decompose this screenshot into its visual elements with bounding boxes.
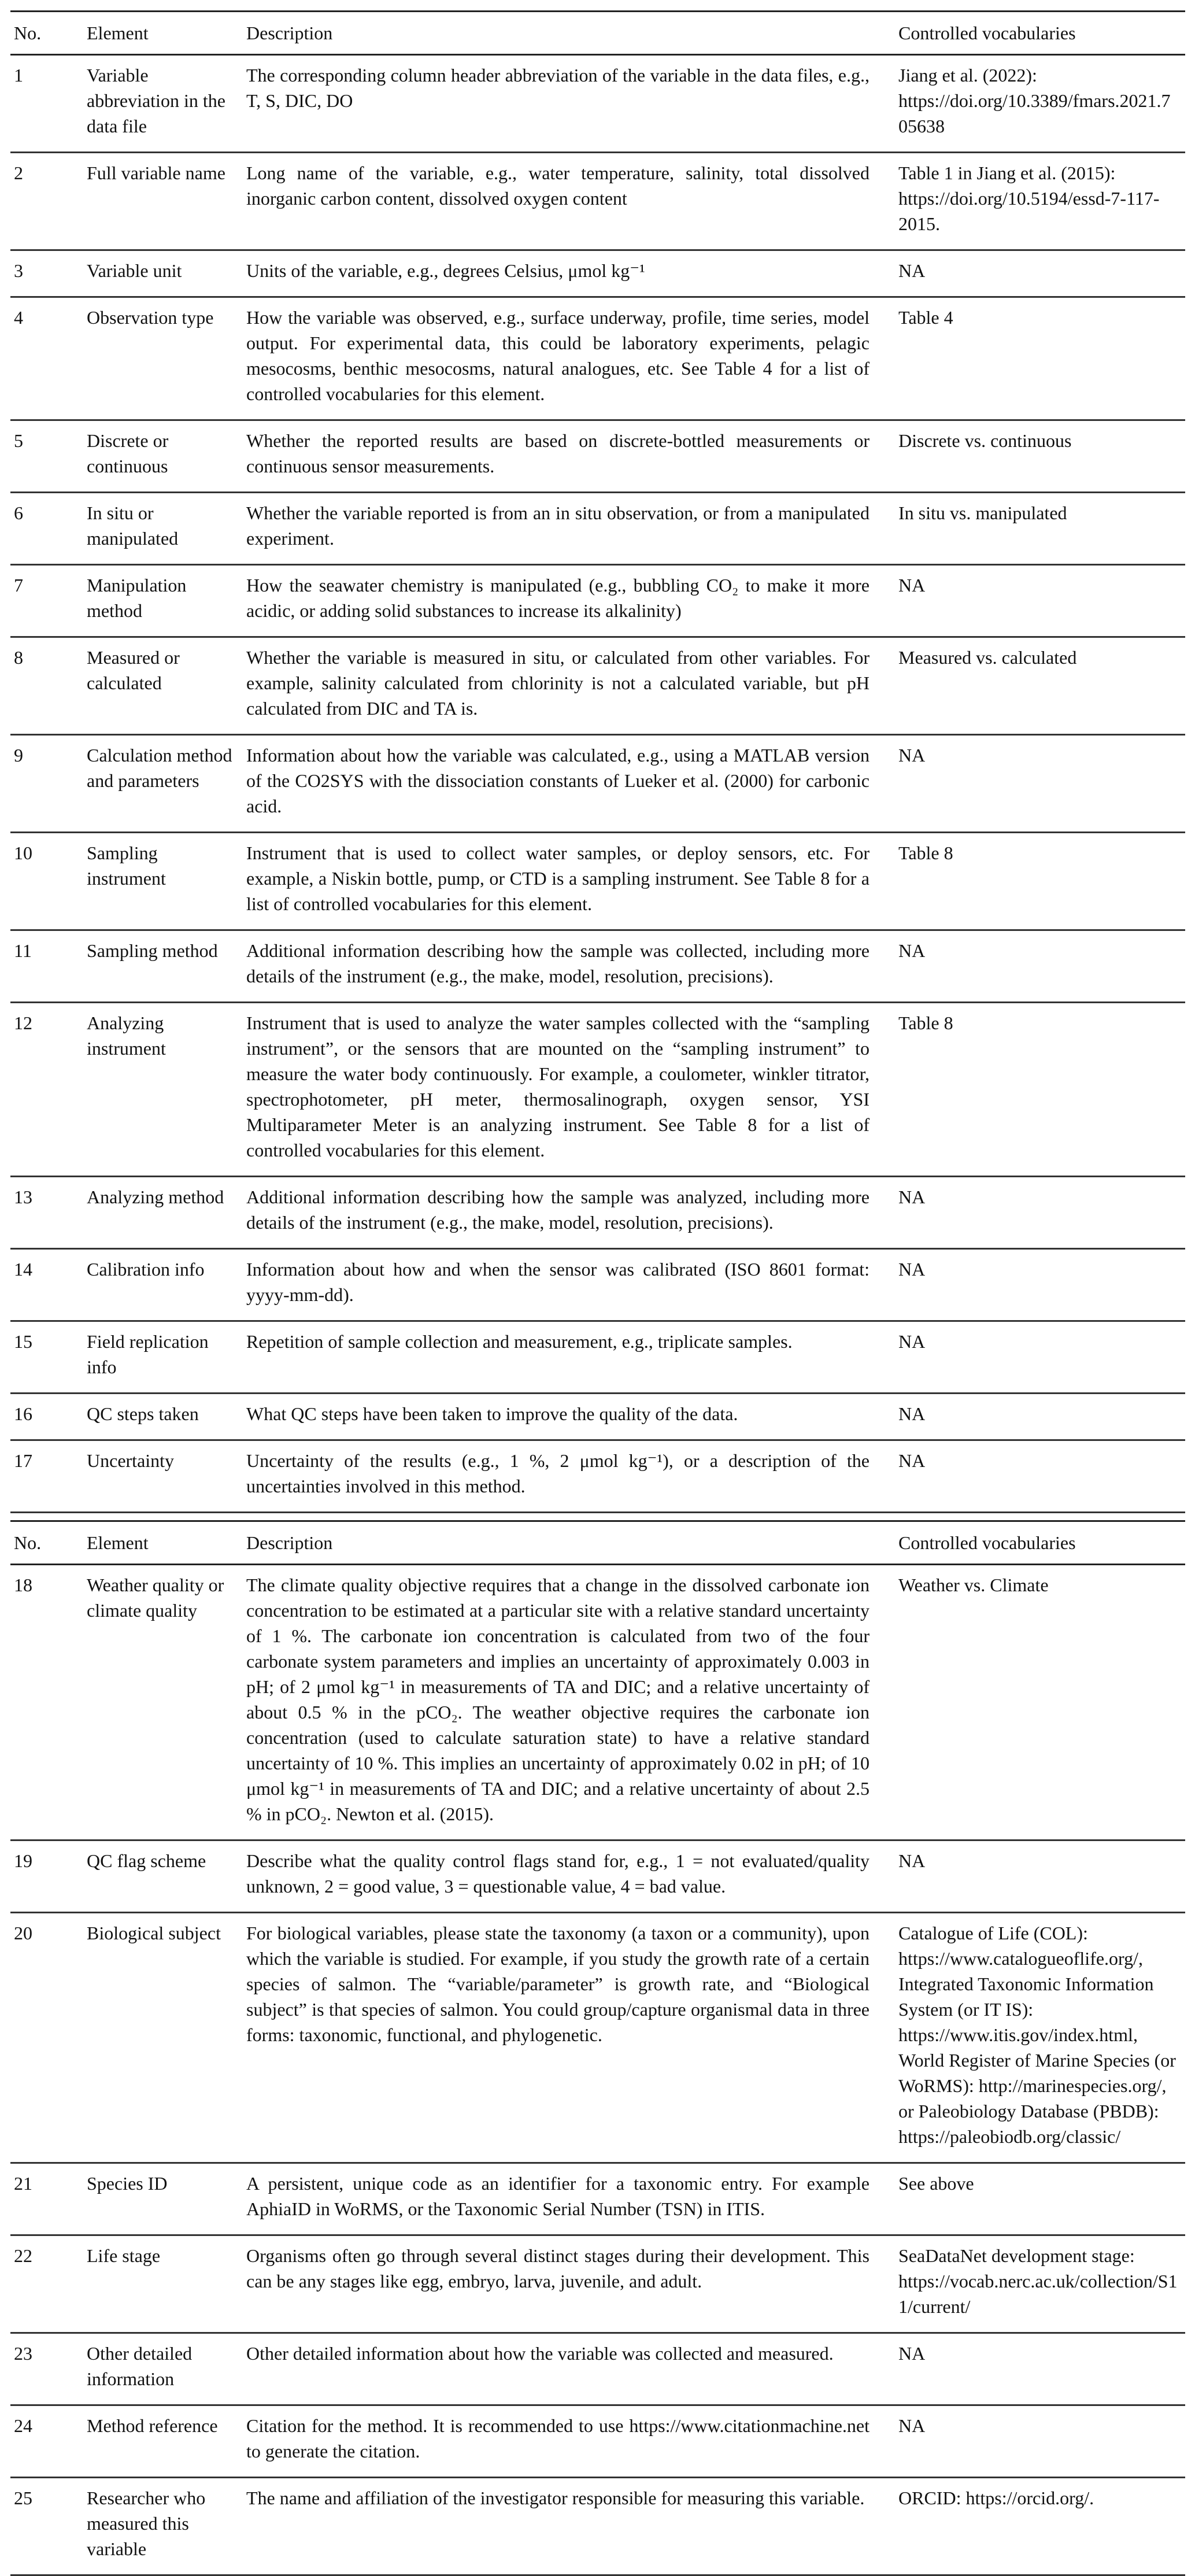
row-number: 18 <box>14 1575 32 1595</box>
row-controlled-vocabulary: In situ vs. manipulated <box>898 502 1067 523</box>
row-element: Sampling method <box>87 940 218 961</box>
row-number: 22 <box>14 2245 32 2266</box>
row-controlled-vocabulary: NA <box>898 1187 926 1207</box>
row-controlled-vocabulary: Table 8 <box>898 842 953 863</box>
row-element: Full variable name <box>87 162 225 183</box>
row-controlled-vocabulary: NA <box>898 745 926 766</box>
row-controlled-vocabulary: Table 1 in Jiang et al. (2015): https://doi.org/10.5194/essd-7-117-2015. <box>898 162 1160 234</box>
row-controlled-vocabulary: NA <box>898 2415 926 2436</box>
row-controlled-vocabulary: NA <box>898 260 926 281</box>
row-element: Observation type <box>87 307 214 328</box>
row-element: Analyzing instrument <box>87 1012 166 1059</box>
row-number: 11 <box>14 940 32 961</box>
table-row <box>10 1913 1185 2163</box>
row-element: QC steps taken <box>87 1403 199 1424</box>
row-element: Discrete or continuous <box>87 430 169 476</box>
table-row <box>10 930 1185 1003</box>
table-row <box>10 1177 1185 1249</box>
header-element: Element <box>87 1532 149 1553</box>
row-controlled-vocabulary: SeaDataNet development stage: https://vocab.nerc.ac.uk/collection/S11/current/ <box>898 2245 1178 2317</box>
table-body-part-1 <box>10 55 1185 1513</box>
header-no: No. <box>14 23 42 43</box>
row-number: 4 <box>14 307 23 328</box>
row-description: Additional information describing how the sample was collected, including more details of the instrument (e.g., the make, model, resolution, precisions). <box>246 940 870 986</box>
row-controlled-vocabulary: Table 8 <box>898 1012 953 1033</box>
table-row <box>10 2405 1185 2478</box>
table-row <box>10 2478 1185 2575</box>
row-controlled-vocabulary: ORCID: https://orcid.org/. <box>898 2488 1094 2508</box>
row-number: 6 <box>14 502 23 523</box>
table-row <box>10 1394 1185 1440</box>
row-number: 13 <box>14 1187 32 1207</box>
table-row <box>10 420 1185 493</box>
header-controlled-vocabularies: Controlled vocabularies <box>898 1532 1076 1553</box>
row-description: Uncertainty of the results (e.g., 1 %, 2 μmol kg⁻¹), or a description of the uncertainties involved in this method. <box>246 1450 870 1496</box>
row-number: 12 <box>14 1012 32 1033</box>
row-number: 17 <box>14 1450 32 1471</box>
row-controlled-vocabulary: Measured vs. calculated <box>898 647 1077 668</box>
table-row <box>10 735 1185 833</box>
header-description: Description <box>246 23 333 43</box>
row-description: Long name of the variable, e.g., water temperature, salinity, total dissolved inorganic carbon content, dissolved oxygen content <box>246 162 870 209</box>
row-controlled-vocabulary: NA <box>898 2343 926 2364</box>
table-row <box>10 1321 1185 1394</box>
row-number: 19 <box>14 1850 32 1871</box>
row-description: Information about how and when the sensor was calibrated (ISO 8601 format: yyyy-mm-dd). <box>246 1259 870 1305</box>
row-controlled-vocabulary: Jiang et al. (2022): https://doi.org/10.3389/fmars.2021.705638 <box>898 65 1171 136</box>
header-element: Element <box>87 23 149 43</box>
row-description: Organisms often go through several distinct stages during their development. This can be any stages like egg, embryo, larva, juvenile, and adult. <box>246 2245 870 2292</box>
row-description: Repetition of sample collection and measurement, e.g., triplicate samples. <box>246 1331 793 1352</box>
row-element: Variable unit <box>87 260 182 281</box>
table-header-row <box>10 1521 1185 1565</box>
row-element: Life stage <box>87 2245 161 2266</box>
row-element: Field replication info <box>87 1331 209 1377</box>
table-row <box>10 1565 1185 1840</box>
row-number: 7 <box>14 575 23 596</box>
row-description: Whether the variable reported is from an in situ observation, or from a manipulated experiment. <box>246 502 870 549</box>
row-description: Other detailed information about how the variable was collected and measured. <box>246 2343 834 2364</box>
row-number: 16 <box>14 1403 32 1424</box>
header-description: Description <box>246 1532 333 1553</box>
row-description: How the seawater chemistry is manipulated (e.g., bubbling CO₂ to make it more acidic, or adding solid substances to increase its alkalinity) <box>246 575 870 621</box>
row-description: Additional information describing how the sample was analyzed, including more details of the instrument (e.g., the make, model, resolution, precisions). <box>246 1187 870 1233</box>
row-element: Analyzing method <box>87 1187 224 1207</box>
row-controlled-vocabulary: NA <box>898 940 926 961</box>
row-description: A persistent, unique code as an identifier for a taxonomic entry. For example AphiaID in WoRMS, or the Taxonomic Serial Number (TSN) in ITIS. <box>246 2173 870 2219</box>
table-row <box>10 565 1185 637</box>
table-row <box>10 153 1185 250</box>
row-element: Weather quality or climate quality <box>87 1575 224 1621</box>
table-body-part-2 <box>10 1565 1185 2575</box>
row-element: Method reference <box>87 2415 218 2436</box>
table-continuation-gap <box>10 1513 1185 1520</box>
row-element: Sampling instrument <box>87 842 166 889</box>
row-description: Describe what the quality control flags stand for, e.g., 1 = not evaluated/quality unknown, 2 = good value, 3 = questionable value, 4 = bad value. <box>246 1850 870 1897</box>
row-element: Researcher who measured this variable <box>87 2488 206 2559</box>
row-number: 14 <box>14 1259 32 1280</box>
table-row <box>10 1249 1185 1321</box>
table-row <box>10 250 1185 297</box>
row-controlled-vocabulary: Catalogue of Life (COL): https://www.catalogueoflife.org/, Integrated Taxonomic Information System (or IT IS): https://www.itis.gov/index.html, World Register of Marine Species (or WoRMS): http://marinespecies.org/, or Paleobiology Database (PBDB): https://paleobiodb.org/classic/ <box>898 1923 1176 2147</box>
metadata-elements-table-page <box>10 10 1185 2576</box>
table-row <box>10 2163 1185 2235</box>
row-controlled-vocabulary: NA <box>898 575 926 596</box>
table-row <box>10 1440 1185 1513</box>
row-element: Other detailed information <box>87 2343 193 2389</box>
row-element: Calibration info <box>87 1259 205 1280</box>
table-header-row <box>10 12 1185 55</box>
row-element: QC flag scheme <box>87 1850 206 1871</box>
row-description: Citation for the method. It is recommended to use https://www.citationmachine.net to generate the citation. <box>246 2415 870 2462</box>
row-description: How the variable was observed, e.g., surface underway, profile, time series, model output. For experimental data, this could be laboratory experiments, pelagic mesocosms, benthic mesocosms, natural analogues, etc. See Table 4 for a list of controlled vocabularies for this element. <box>246 307 870 404</box>
row-controlled-vocabulary: Discrete vs. continuous <box>898 430 1072 451</box>
row-number: 21 <box>14 2173 32 2194</box>
table-row <box>10 493 1185 565</box>
header-controlled-vocabularies: Controlled vocabularies <box>898 23 1076 43</box>
table-row <box>10 637 1185 735</box>
table-row <box>10 2333 1185 2405</box>
row-number: 24 <box>14 2415 32 2436</box>
row-controlled-vocabulary: NA <box>898 1403 926 1424</box>
row-description: Instrument that is used to analyze the water samples collected with the “sampling instrument”, or the sensors that are mounted on the “sampling instrument” to measure the water body continuously. For example, a coulometer, winkler titrator, spectrophotometer, pH meter, thermosalinograph, oxygen sensor, YSI Multiparameter Meter is an analyzing instrument. See Table 8 for a list of controlled vocabularies for this element. <box>246 1012 870 1161</box>
row-number: 25 <box>14 2488 32 2508</box>
metadata-table-part-2 <box>10 1520 1185 2576</box>
row-controlled-vocabulary: See above <box>898 2173 974 2194</box>
metadata-table-part-1 <box>10 10 1185 1513</box>
row-element: Manipulation method <box>87 575 187 621</box>
row-number: 5 <box>14 430 23 451</box>
row-description: Instrument that is used to collect water samples, or deploy sensors, etc. For example, a Niskin bottle, pump, or CTD is a sampling instrument. See Table 8 for a list of controlled vocabularies for this element. <box>246 842 870 914</box>
table-row <box>10 55 1185 153</box>
row-controlled-vocabulary: NA <box>898 1259 926 1280</box>
row-description: The climate quality objective requires that a change in the dissolved carbonate ion concentration to be estimated at a particular site with a relative standard uncertainty of 1 %. The carbonate ion concentration is calculated from two of the four carbonate system parameters and implies an uncertainty of approximately 0.003 in pH; of 2 μmol kg⁻¹ in measurements of TA and DIC; and a relative uncertainty of about 0.5 % in the pCO₂. The weather objective requires the carbonate ion concentration (used to calculate saturation state) to have a relative standard uncertainty of 10 %. This implies an uncertainty of approximately 0.02 in pH; of 10 μmol kg⁻¹ in measurements of TA and DIC; and a relative uncertainty of about 2.5 % in pCO₂. Newton et al. (2015). <box>246 1575 870 1824</box>
row-number: 2 <box>14 162 23 183</box>
row-number: 8 <box>14 647 23 668</box>
header-no: No. <box>14 1532 42 1553</box>
row-element: Variable abbreviation in the data file <box>87 65 225 136</box>
row-element: Measured or calculated <box>87 647 180 693</box>
table-row <box>10 2235 1185 2333</box>
row-number: 15 <box>14 1331 32 1352</box>
row-element: Uncertainty <box>87 1450 175 1471</box>
table-row <box>10 833 1185 930</box>
row-description: Whether the reported results are based on discrete-bottled measurements or continuous sensor measurements. <box>246 430 870 476</box>
table-row <box>10 297 1185 420</box>
row-description: Units of the variable, e.g., degrees Celsius, μmol kg⁻¹ <box>246 260 645 281</box>
row-controlled-vocabulary: Table 4 <box>898 307 953 328</box>
row-number: 3 <box>14 260 23 281</box>
row-controlled-vocabulary: Weather vs. Climate <box>898 1575 1049 1595</box>
row-number: 9 <box>14 745 23 766</box>
table-row <box>10 1003 1185 1177</box>
row-description: Whether the variable is measured in situ, or calculated from other variables. For example, salinity calculated from chlorinity is not a calculated variable, but pH calculated from DIC and TA is. <box>246 647 870 719</box>
row-number: 23 <box>14 2343 32 2364</box>
row-description: What QC steps have been taken to improve the quality of the data. <box>246 1403 738 1424</box>
row-element: Calculation method and parameters <box>87 745 232 791</box>
row-description: For biological variables, please state the taxonomy (a taxon or a community), upon which the variable is studied. For example, if you study the growth rate of a certain species of salmon. The “variable/parameter” is growth rate, and “Biological subject” is that species of salmon. You could group/capture organismal data in three forms: taxonomic, functional, and phylogenetic. <box>246 1923 870 2045</box>
row-element: In situ or manipulated <box>87 502 179 549</box>
row-description: The name and affiliation of the investigator responsible for measuring this variable. <box>246 2488 865 2508</box>
row-number: 20 <box>14 1923 32 1943</box>
row-description: The corresponding column header abbreviation of the variable in the data files, e.g., T, S, DIC, DO <box>246 65 870 111</box>
row-element: Species ID <box>87 2173 168 2194</box>
row-controlled-vocabulary: NA <box>898 1850 926 1871</box>
row-controlled-vocabulary: NA <box>898 1331 926 1352</box>
table-row <box>10 1840 1185 1913</box>
row-number: 10 <box>14 842 32 863</box>
row-description: Information about how the variable was calculated, e.g., using a MATLAB version of the CO2SYS with the dissociation constants of Lueker et al. (2000) for carbonic acid. <box>246 745 870 816</box>
row-element: Biological subject <box>87 1923 221 1943</box>
row-controlled-vocabulary: NA <box>898 1450 926 1471</box>
row-number: 1 <box>14 65 23 86</box>
